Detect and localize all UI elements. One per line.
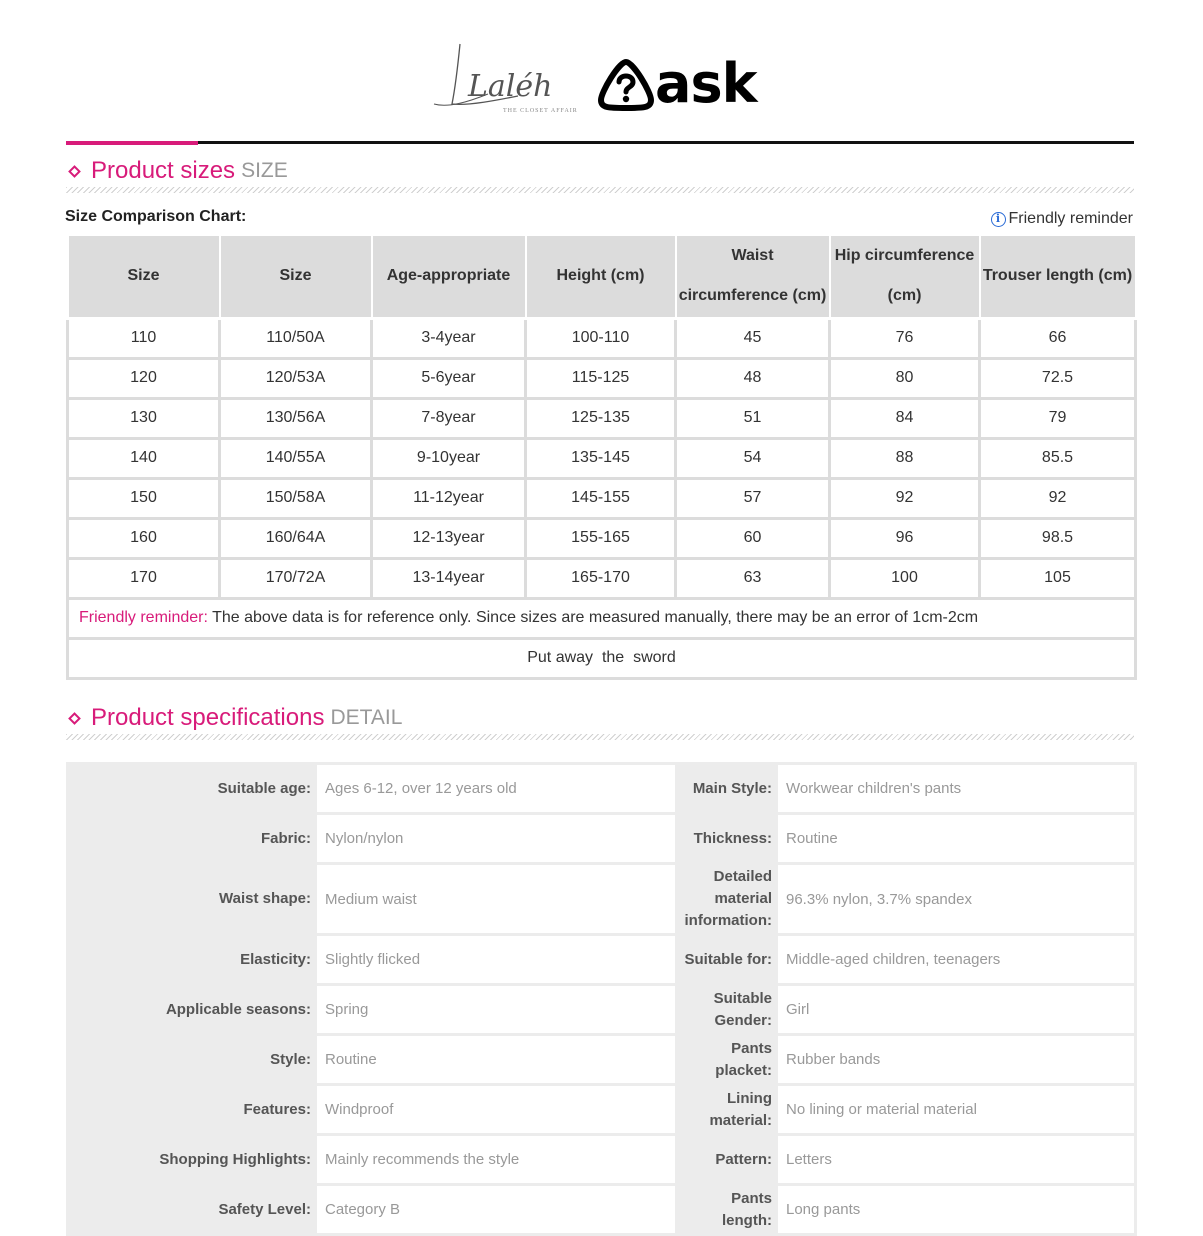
size-note-cell bbox=[68, 598, 1136, 638]
table-row bbox=[68, 398, 1136, 438]
spec-key: Safety Level: bbox=[69, 1186, 314, 1233]
spec-value: Girl bbox=[778, 986, 1134, 1033]
cell-size-code: 150/58A bbox=[220, 478, 372, 518]
size-comparison-table bbox=[66, 236, 1137, 680]
cell-trouser-length: 79 bbox=[980, 398, 1136, 438]
cell-waist: 45 bbox=[676, 318, 830, 358]
spec-row bbox=[69, 1186, 1134, 1233]
spec-title-text: Product specifications bbox=[91, 704, 325, 731]
cell-age: 7-8year bbox=[372, 398, 526, 438]
spec-key: Elasticity: bbox=[69, 936, 314, 983]
spec-value: Spring bbox=[317, 986, 675, 1033]
spec-row bbox=[69, 1036, 1134, 1083]
table-row bbox=[68, 318, 1136, 358]
cell-size: 140 bbox=[68, 438, 220, 478]
spec-key: Suitable age: bbox=[69, 765, 314, 812]
laleh-tagline: THE CLOSET AFFAIR bbox=[503, 108, 578, 114]
spec-key: Suitable Gender: bbox=[678, 986, 775, 1033]
cell-age: 9-10year bbox=[372, 438, 526, 478]
cell-height: 135-145 bbox=[526, 438, 676, 478]
question-triangle-icon bbox=[597, 58, 655, 112]
spec-key: Pants length: bbox=[678, 1186, 775, 1233]
table-row bbox=[68, 358, 1136, 398]
col-header-size-code: Size bbox=[220, 236, 372, 318]
laleh-logo-text: Laléh bbox=[468, 69, 553, 104]
cell-hip: 92 bbox=[830, 478, 980, 518]
cell-trouser-length: 98.5 bbox=[980, 518, 1136, 558]
cell-waist: 51 bbox=[676, 398, 830, 438]
spec-key: Applicable seasons: bbox=[69, 986, 314, 1033]
table-row bbox=[68, 438, 1136, 478]
friendly-reminder-link[interactable] bbox=[991, 210, 1133, 228]
section-hatch-divider bbox=[66, 734, 1134, 740]
cell-size-code: 120/53A bbox=[220, 358, 372, 398]
cell-hip: 100 bbox=[830, 558, 980, 598]
size-title-en: SIZE bbox=[241, 159, 288, 182]
spec-key: Pattern: bbox=[678, 1136, 775, 1183]
col-header-height: Height (cm) bbox=[526, 236, 676, 318]
cell-trouser-length: 72.5 bbox=[980, 358, 1136, 398]
col-header-hip: Hip circumference (cm) bbox=[830, 236, 980, 318]
cell-size: 120 bbox=[68, 358, 220, 398]
top-divider bbox=[66, 141, 1134, 144]
info-icon: i bbox=[991, 212, 1006, 227]
cell-age: 13-14year bbox=[372, 558, 526, 598]
table-row bbox=[68, 558, 1136, 598]
spec-value: Workwear children's pants bbox=[778, 765, 1134, 812]
spec-value: Nylon/nylon bbox=[317, 815, 675, 862]
cell-hip: 76 bbox=[830, 318, 980, 358]
spec-value: Category B bbox=[317, 1186, 675, 1233]
col-header-age: Age-appropriate bbox=[372, 236, 526, 318]
section-hatch-divider bbox=[66, 187, 1134, 193]
cell-size: 150 bbox=[68, 478, 220, 518]
spec-key: Features: bbox=[69, 1086, 314, 1133]
spec-value: No lining or material material bbox=[778, 1086, 1134, 1133]
spec-value: Slightly flicked bbox=[317, 936, 675, 983]
col-header-size: Size bbox=[68, 236, 220, 318]
cell-size-code: 160/64A bbox=[220, 518, 372, 558]
size-footer-cell: Put away the sword bbox=[68, 638, 1136, 678]
spec-section-title bbox=[66, 704, 402, 732]
cell-age: 12-13year bbox=[372, 518, 526, 558]
cell-height: 115-125 bbox=[526, 358, 676, 398]
cell-hip: 88 bbox=[830, 438, 980, 478]
cell-waist: 57 bbox=[676, 478, 830, 518]
spec-row bbox=[69, 986, 1134, 1033]
spec-key: Shopping Highlights: bbox=[69, 1136, 314, 1183]
spec-value: Medium waist bbox=[317, 865, 675, 933]
ask-logo-text: ask bbox=[655, 52, 757, 115]
note-text: The above data is for reference only. Since sizes are measured manually, there may be an error of 1cm-2cm bbox=[207, 609, 979, 626]
spec-row bbox=[69, 765, 1134, 812]
spec-value: Mainly recommends the style bbox=[317, 1136, 675, 1183]
cell-height: 125-135 bbox=[526, 398, 676, 438]
diamond-icon bbox=[68, 712, 81, 725]
friendly-reminder-label: Friendly reminder bbox=[1008, 210, 1133, 227]
cell-waist: 54 bbox=[676, 438, 830, 478]
size-title-text: Product sizes bbox=[91, 157, 236, 184]
cell-trouser-length: 105 bbox=[980, 558, 1136, 598]
spec-title-en: DETAIL bbox=[330, 706, 403, 729]
col-header-trouser-length: Trouser length (cm) bbox=[980, 236, 1136, 318]
spec-value: Rubber bands bbox=[778, 1036, 1134, 1083]
spec-key: Pants placket: bbox=[678, 1036, 775, 1083]
cell-trouser-length: 92 bbox=[980, 478, 1136, 518]
cell-trouser-length: 85.5 bbox=[980, 438, 1136, 478]
note-label: Friendly reminder: bbox=[79, 609, 208, 626]
cell-size-code: 170/72A bbox=[220, 558, 372, 598]
product-spec-table bbox=[66, 762, 1137, 1236]
top-divider-accent bbox=[66, 141, 198, 145]
spec-value: Routine bbox=[317, 1036, 675, 1083]
spec-row bbox=[69, 865, 1134, 933]
ask-logo bbox=[597, 52, 772, 115]
table-row bbox=[68, 518, 1136, 558]
spec-value: Middle-aged children, teenagers bbox=[778, 936, 1134, 983]
spec-key: Suitable for: bbox=[678, 936, 775, 983]
cell-height: 155-165 bbox=[526, 518, 676, 558]
size-chart-label: Size Comparison Chart: bbox=[65, 208, 247, 225]
spec-row bbox=[69, 936, 1134, 983]
spec-key: Main Style: bbox=[678, 765, 775, 812]
spec-row bbox=[69, 815, 1134, 862]
spec-key: Thickness: bbox=[678, 815, 775, 862]
cell-size: 160 bbox=[68, 518, 220, 558]
cell-size: 170 bbox=[68, 558, 220, 598]
table-row bbox=[68, 478, 1136, 518]
cell-size-code: 130/56A bbox=[220, 398, 372, 438]
size-section-title bbox=[66, 157, 288, 185]
cell-age: 3-4year bbox=[372, 318, 526, 358]
spec-value: Windproof bbox=[317, 1086, 675, 1133]
spec-row bbox=[69, 1086, 1134, 1133]
cell-hip: 96 bbox=[830, 518, 980, 558]
spec-row bbox=[69, 1136, 1134, 1183]
cell-size-code: 140/55A bbox=[220, 438, 372, 478]
spec-key: Waist shape: bbox=[69, 865, 314, 933]
cell-size: 130 bbox=[68, 398, 220, 438]
spec-value: Letters bbox=[778, 1136, 1134, 1183]
spec-value: Ages 6-12, over 12 years old bbox=[317, 765, 675, 812]
spec-key: Fabric: bbox=[69, 815, 314, 862]
spec-key: Style: bbox=[69, 1036, 314, 1083]
cell-age: 5-6year bbox=[372, 358, 526, 398]
spec-value: 96.3% nylon, 3.7% spandex bbox=[778, 865, 1134, 933]
size-table-header-row bbox=[68, 236, 1136, 318]
spec-value: Routine bbox=[778, 815, 1134, 862]
spec-key: Detailed material information: bbox=[678, 865, 775, 933]
cell-hip: 80 bbox=[830, 358, 980, 398]
cell-waist: 48 bbox=[676, 358, 830, 398]
cell-waist: 60 bbox=[676, 518, 830, 558]
cell-height: 100-110 bbox=[526, 318, 676, 358]
laleh-logo-icon bbox=[428, 34, 588, 114]
diamond-icon bbox=[68, 165, 81, 178]
cell-height: 145-155 bbox=[526, 478, 676, 518]
cell-size: 110 bbox=[68, 318, 220, 358]
cell-trouser-length: 66 bbox=[980, 318, 1136, 358]
col-header-waist: Waist circumference (cm) bbox=[676, 236, 830, 318]
spec-value: Long pants bbox=[778, 1186, 1134, 1233]
cell-height: 165-170 bbox=[526, 558, 676, 598]
cell-hip: 84 bbox=[830, 398, 980, 438]
brand-logos bbox=[0, 28, 1203, 128]
cell-size-code: 110/50A bbox=[220, 318, 372, 358]
cell-age: 11-12year bbox=[372, 478, 526, 518]
cell-waist: 63 bbox=[676, 558, 830, 598]
spec-key: Lining material: bbox=[678, 1086, 775, 1133]
